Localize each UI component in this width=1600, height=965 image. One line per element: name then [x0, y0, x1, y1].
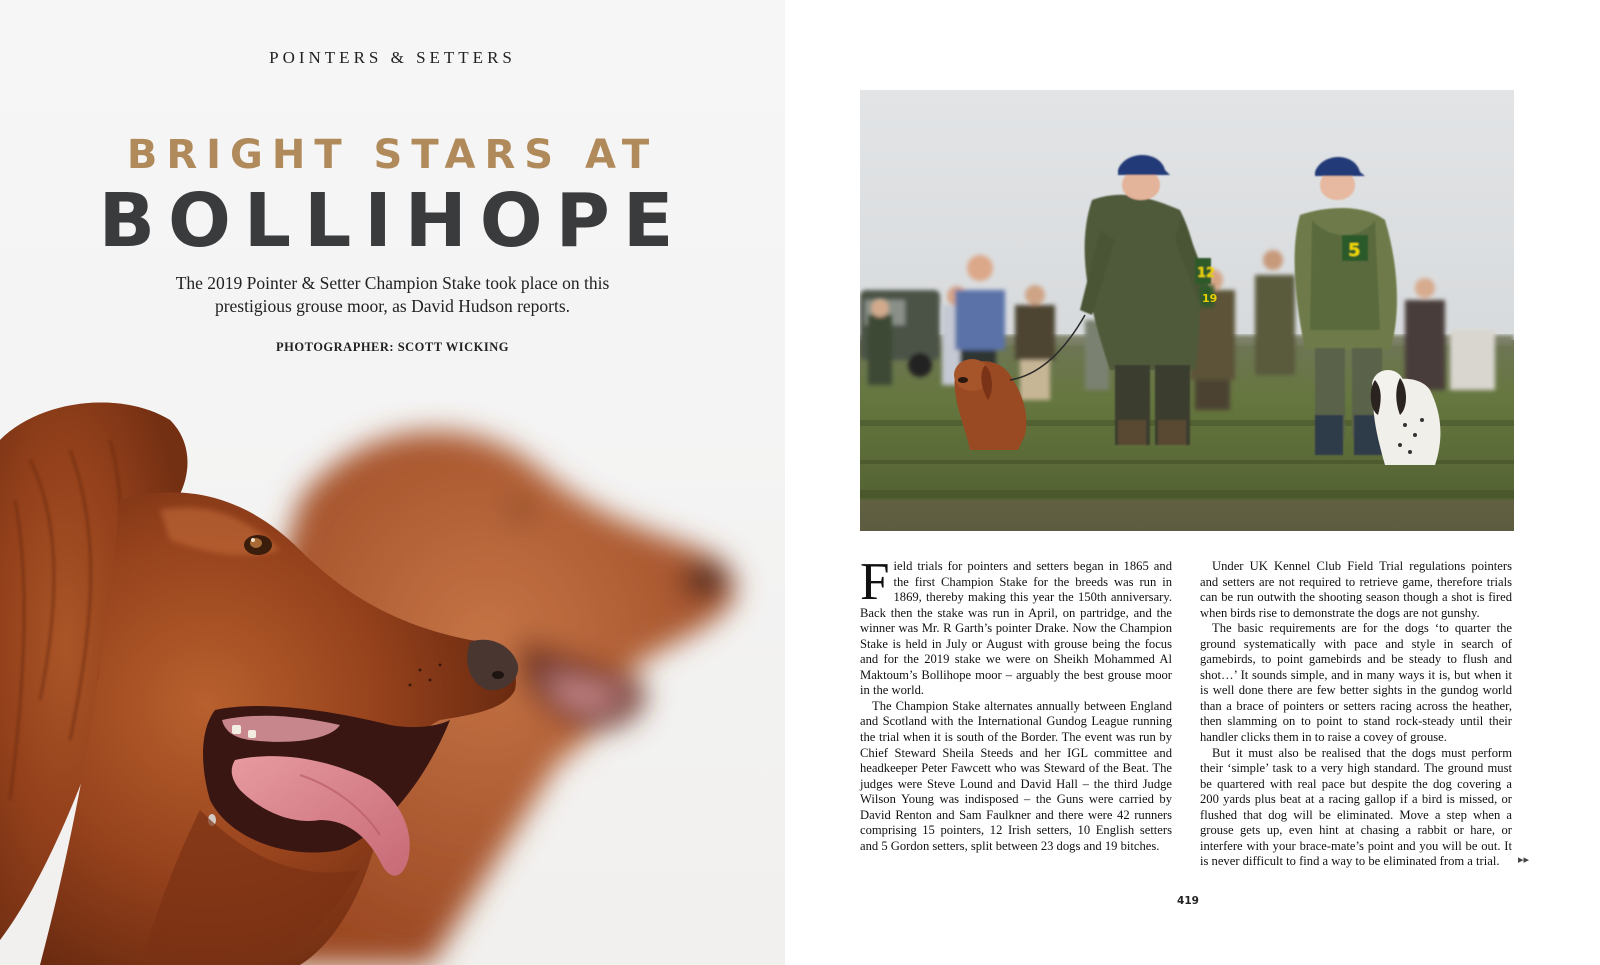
article-column-right [1200, 559, 1512, 870]
continue-arrow-icon: ▸▸ [1518, 853, 1530, 866]
paragraph [860, 553, 1172, 699]
paragraph-text: ield trials for pointers and setters began in 1865 and the first Champion Stake for the breeds was run in 1869, thereby making this year the 150th anniversary. Back then the stake was run in April, on partridge, and the winner was Mr. R Garth’s pointer Drake. Now the Champion Stake is held in July or August with grouse being the focus and for the 2019 stake we were on Sheikh Mohammed Al Maktoum’s Bollihope moor – arguably the best grouse moor in the world. [860, 559, 1172, 698]
paragraph: But it must also be realised that the dogs must perform their ‘simple’ task to a very high standard. The ground must be quartered with real pace but despite the dog covering a 200 yards plus beat at a racing gallop if a bird is missed, or flushed that dog will be eliminated. Move a step when a grouse gets up, even hint at chasing a rabbit or hare, or interfere with your brace-mate’s point and you will be out. It is never difficult to find a way to be eliminated from a trial. [1200, 745, 1512, 869]
drop-cap: F [860, 553, 890, 611]
paragraph: The basic requirements are for the dogs ‘to quarter the ground systematically with pace and style in search of gamebirds, to point gamebirds and be steady to flush and shot…’ It sounds simple, and in many ways it is, but when it is well done there are few better sights in the gundog world than a brace of pointers or setters racing across the heather, then slamming on to point to stand rock-steady until their handler clicks them in to raise a covey of grouse. [1200, 621, 1512, 745]
left-page [0, 0, 785, 965]
standfirst: The 2019 Pointer & Setter Champion Stake took place on this prestigious grouse moor, as David Hudson reports. [175, 273, 610, 316]
right-page [785, 0, 1600, 965]
article-column-left [860, 553, 1172, 854]
section-label: POINTERS & SETTERS [269, 48, 516, 67]
armband-5: 5 [1348, 240, 1361, 261]
photographer-credit: PHOTOGRAPHER: SCOTT WICKING [276, 340, 509, 354]
paragraph: The Champion Stake alternates annually between England and Scotland with the International Gundog League running the trial when it is south of the Border. The event was run by Chief Steward Sheila Steeds and her IGL committee and headkeeper Peter Fawcett who was Steward of the Beat. The judges were Steve Lound and David Hall – the third Judge Wilson Young was indisposed – the Guns were carried by David Renton and Sam Faulkner and there were 42 runners comprising 15 pointers, 12 Irish setters, 10 English setters and 5 Gordon setters, split between 23 dogs and 19 bitches. [860, 698, 1172, 853]
page-number: 419 [1177, 895, 1199, 907]
headline-line-1: BRIGHT STARS AT [126, 132, 659, 178]
armband-19: 19 [1202, 292, 1218, 305]
setters-photo [0, 380, 785, 965]
armband-12: 12 [1197, 266, 1216, 281]
headline-line-2: BOLLIHOPE [98, 178, 687, 264]
field-trial-photo [860, 90, 1514, 531]
paragraph: Under UK Kennel Club Field Trial regulations pointers and setters are not required to retrieve game, therefore trials can be run outwith the shooting season though a shot is fired when birds rise to demonstrate the dogs are not gunshy. [1200, 559, 1512, 620]
